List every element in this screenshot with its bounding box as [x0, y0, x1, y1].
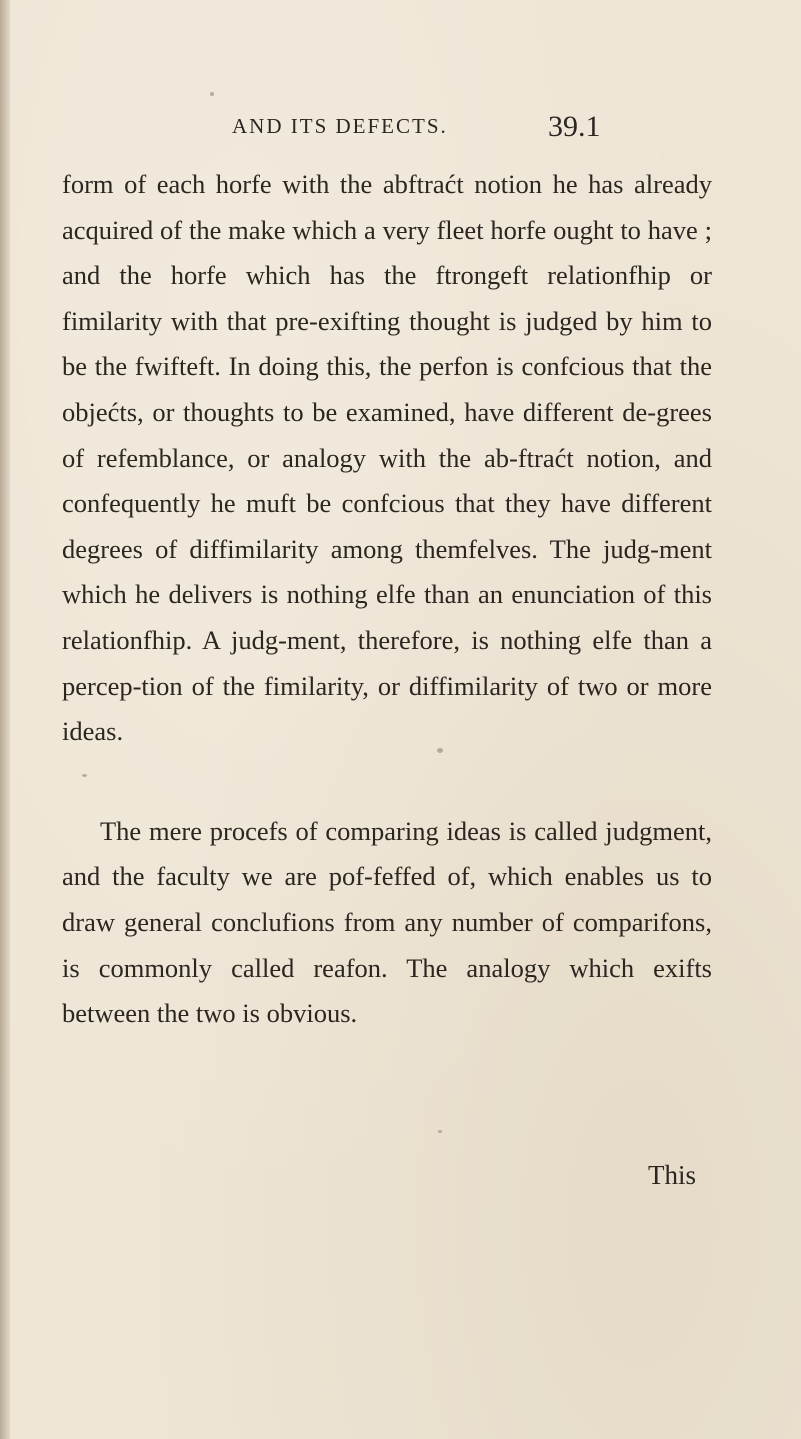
- page-gutter-shadow: [0, 0, 10, 1439]
- running-head: AND ITS DEFECTS.: [232, 114, 448, 138]
- paper-speck: [438, 1130, 442, 1133]
- body-text: [62, 162, 712, 1037]
- page-number: 39.1: [548, 110, 601, 143]
- paper-speck: [82, 774, 87, 777]
- paper-speck: [437, 748, 443, 753]
- paragraph-1: form of each horfe with the abftraćt notion he has already acquired of the make which a very fleet horfe ought to have ; and the horfe which has the ftrongeft relationfhip or fimilarity with that pre-exifting thought is judged by him to be the fwifteft. In doing this, the perfon is confcious that the objećts, or thoughts to be examined, have different de-grees of refemblance, or analogy with the ab-ftraćt notion, and confequently he muft be confcious that they have different degrees of diffimilarity among themfelves. The judg-ment which he delivers is nothing elfe than an enunciation of this relationfhip. A judg-ment, therefore, is nothing elfe than a percep-tion of the fimilarity, or diffimilarity of two or more ideas.: [62, 169, 712, 747]
- paragraph-2: The mere procefs of comparing ideas is called judgment, and the faculty we are pof-feffed of, which enables us to draw general conclufions from any number of comparifons, is commonly called reafon. The analogy which exifts between the two is obvious.: [62, 815, 712, 1029]
- paper-speck: [210, 92, 214, 96]
- catchword: This: [648, 1160, 697, 1190]
- page-header: [0, 110, 801, 150]
